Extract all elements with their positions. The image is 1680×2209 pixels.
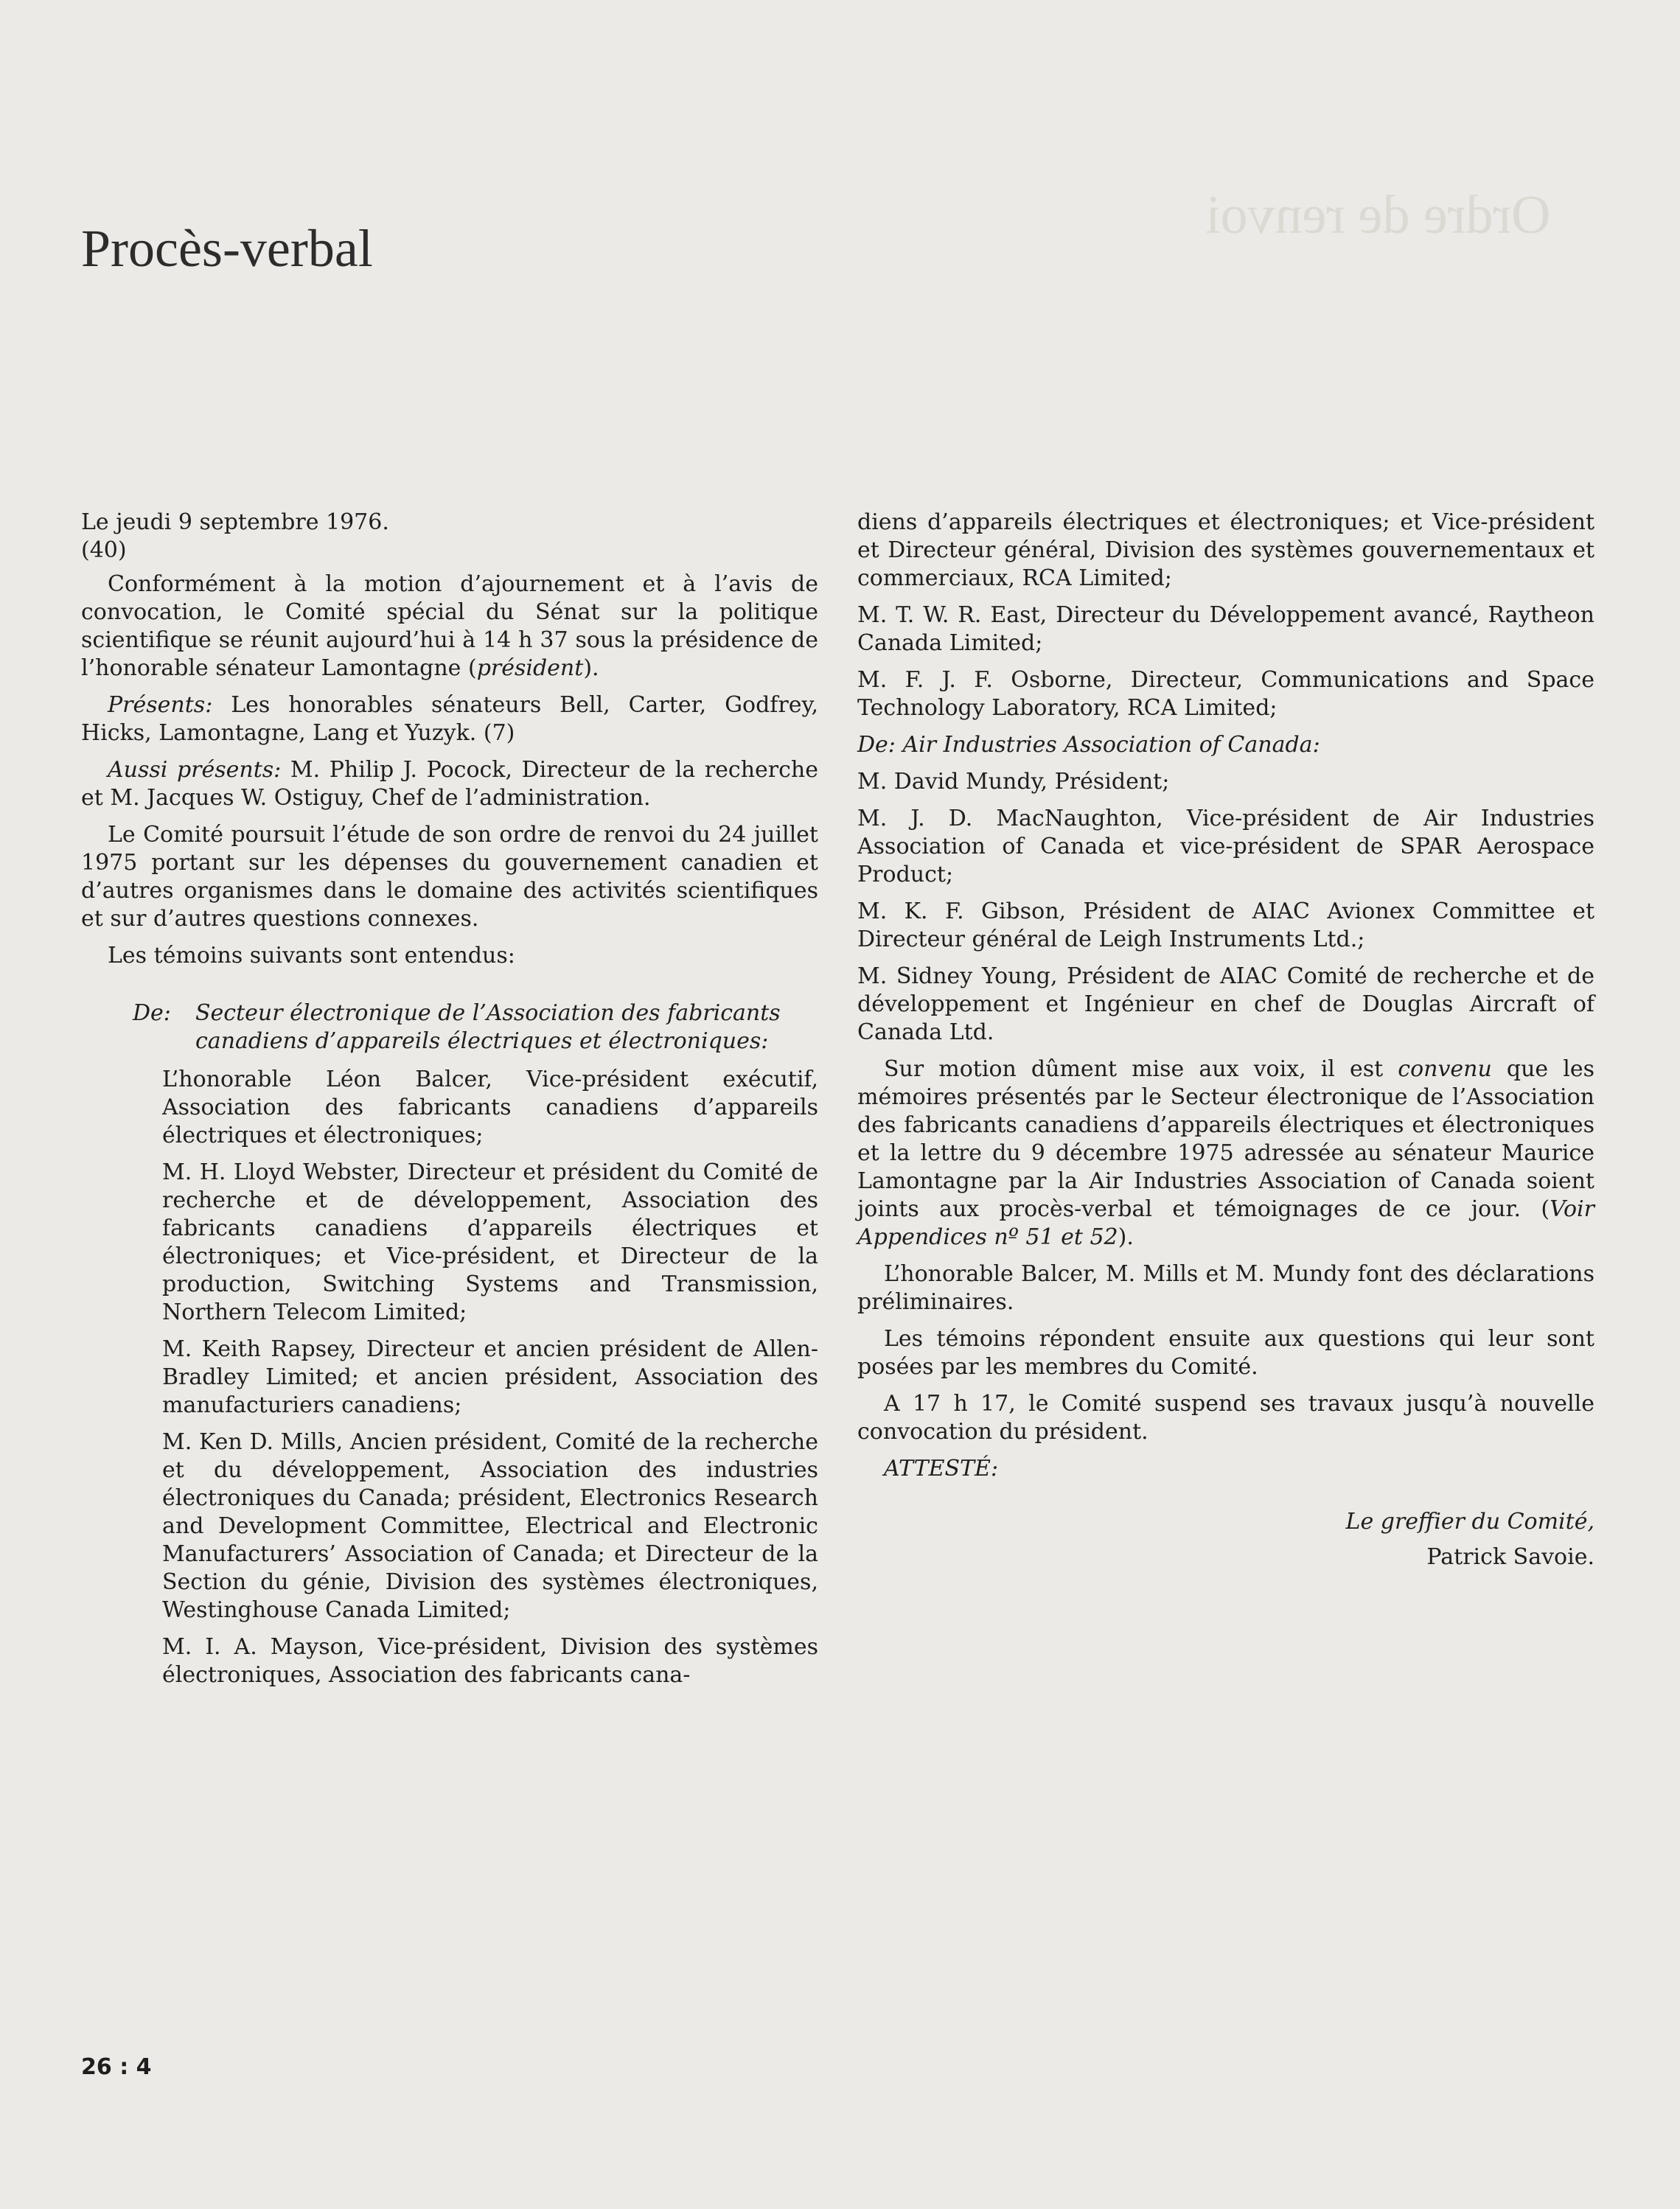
signature-block bbox=[857, 1508, 1594, 1571]
witness-entry: M. Ken D. Mills, Ancien président, Comité de la recherche et du développement, Association des industries électroniques du Canada; président, Electronics Research and Development Committee, Electrical and Electronic Manufacturers’ Association of Canada; et Directeur de la Section du génie, Division des systèmes électroniques, Westinghouse Canada Limited; bbox=[162, 1429, 818, 1623]
right-column bbox=[857, 509, 1594, 1571]
witness-entry: M. Keith Rapsey, Directeur et ancien président de Allen-Bradley Limited; et ancien président, Association des manufacturiers canadiens; bbox=[162, 1336, 818, 1418]
witness-entry: M. F. J. F. Osborne, Directeur, Communications and Space Technology Laboratory, RCA Limited; bbox=[857, 667, 1594, 721]
witness-entry: M. I. A. Mayson, Vice-président, Division des systèmes électroniques, Association des fabricants cana- bbox=[162, 1634, 818, 1688]
witness-entry: L’honorable Léon Balcer, Vice-président exécutif, Association des fabricants canadiens d’appareils électriques et électroniques; bbox=[162, 1067, 818, 1148]
attestation: ATTESTÉ: bbox=[884, 1456, 999, 1482]
left-column bbox=[81, 509, 818, 1698]
witness-continuation: diens d’appareils électriques et électroniques; et Vice-président et Directeur général, Division des systèmes gouvernementaux et commerciaux, RCA Limited; bbox=[857, 509, 1594, 591]
witness-entry: M. T. W. R. East, Directeur du Développement avancé, Raytheon Canada Limited; bbox=[857, 602, 1594, 656]
presents-paragraph: Présents: Les honorables sénateurs Bell, Carter, Godfrey, Hicks, Lamontagne, Lang et Yuzyk. (7) bbox=[81, 692, 818, 746]
witness-entry: M. K. F. Gibson, Président de AIAC Avionex Committee et Directeur général de Leigh Instruments Ltd.; bbox=[857, 898, 1594, 952]
witness-entry: M. J. D. MacNaughton, Vice-président de Air Industries Association of Canada et vice-président de SPAR Aerospace Product; bbox=[857, 806, 1594, 887]
declarations-paragraph: L’honorable Balcer, M. Mills et M. Mundy font des déclarations préliminaires. bbox=[857, 1261, 1594, 1315]
opening-paragraph: Conformément à la motion d’ajournement et à l’avis de convocation, le Comité spécial du Sénat sur la politique scientifique se réunit aujourd’hui à 14 h 37 sous la présidence de l’honorable sénateur Lamontagne (président). bbox=[81, 571, 818, 681]
page-title: Procès-verbal bbox=[81, 219, 373, 279]
adjournment-paragraph: A 17 h 17, le Comité suspend ses travaux jusqu’à nouvelle convocation du président. bbox=[857, 1391, 1594, 1445]
bleed-through-title: Ordre de renvoi bbox=[1205, 185, 1551, 245]
witness-entry: M. David Mundy, Président; bbox=[857, 769, 1170, 795]
page-number: 26 : 4 bbox=[81, 2054, 152, 2080]
witnesses-intro: Les témoins suivants sont entendus: bbox=[108, 943, 515, 969]
meeting-number: (40) bbox=[81, 537, 127, 563]
organization-heading: De: Secteur électronique de l’Association des fabricants canadiens d’appareils électriques et électroniques: bbox=[133, 1000, 781, 1054]
meeting-date: Le jeudi 9 septembre 1976. bbox=[81, 509, 389, 535]
study-paragraph: Le Comité poursuit l’étude de son ordre de renvoi du 24 juillet 1975 portant sur les dépenses du gouvernement canadien et d’autres organismes dans le domaine des activités scientifiques et sur d’autres questions connexes. bbox=[81, 822, 818, 932]
witness-entry: M. H. Lloyd Webster, Directeur et président du Comité de recherche et de développement, Association des fabricants canadiens d’appareils électriques et électroniques; et Vice-président, et Directeur de la production, Switching Systems and Transmission, Northern Telecom Limited; bbox=[162, 1159, 818, 1325]
witness-entry: M. Sidney Young, Président de AIAC Comité de recherche et de développement et Ingénieur en chef de Douglas Aircraft of Canada Ltd. bbox=[857, 963, 1594, 1045]
questions-paragraph: Les témoins répondent ensuite aux questions qui leur sont posées par les membres du Comité. bbox=[857, 1326, 1594, 1380]
organization-heading-air: De: Air Industries Association of Canada: bbox=[857, 732, 1320, 758]
motion-paragraph: Sur motion dûment mise aux voix, il est convenu que les mémoires présentés par le Secteur électronique de l’Association des fabricants canadiens d’appareils électriques et électroniques et la lettre du 9 décembre 1975 adressée au sénateur Maurice Lamontagne par la Air Industries Association of Canada soient joints aux procès-verbal et témoignages de ce jour. (Voir Appendices nº 51 et 52). bbox=[857, 1056, 1594, 1250]
clerk-name: Patrick Savoie. bbox=[1426, 1544, 1594, 1570]
also-present-paragraph: Aussi présents: M. Philip J. Pocock, Directeur de la recherche et M. Jacques W. Ostiguy, Chef de l’administration. bbox=[81, 757, 818, 811]
clerk-role: Le greffier du Comité, bbox=[1345, 1509, 1594, 1535]
